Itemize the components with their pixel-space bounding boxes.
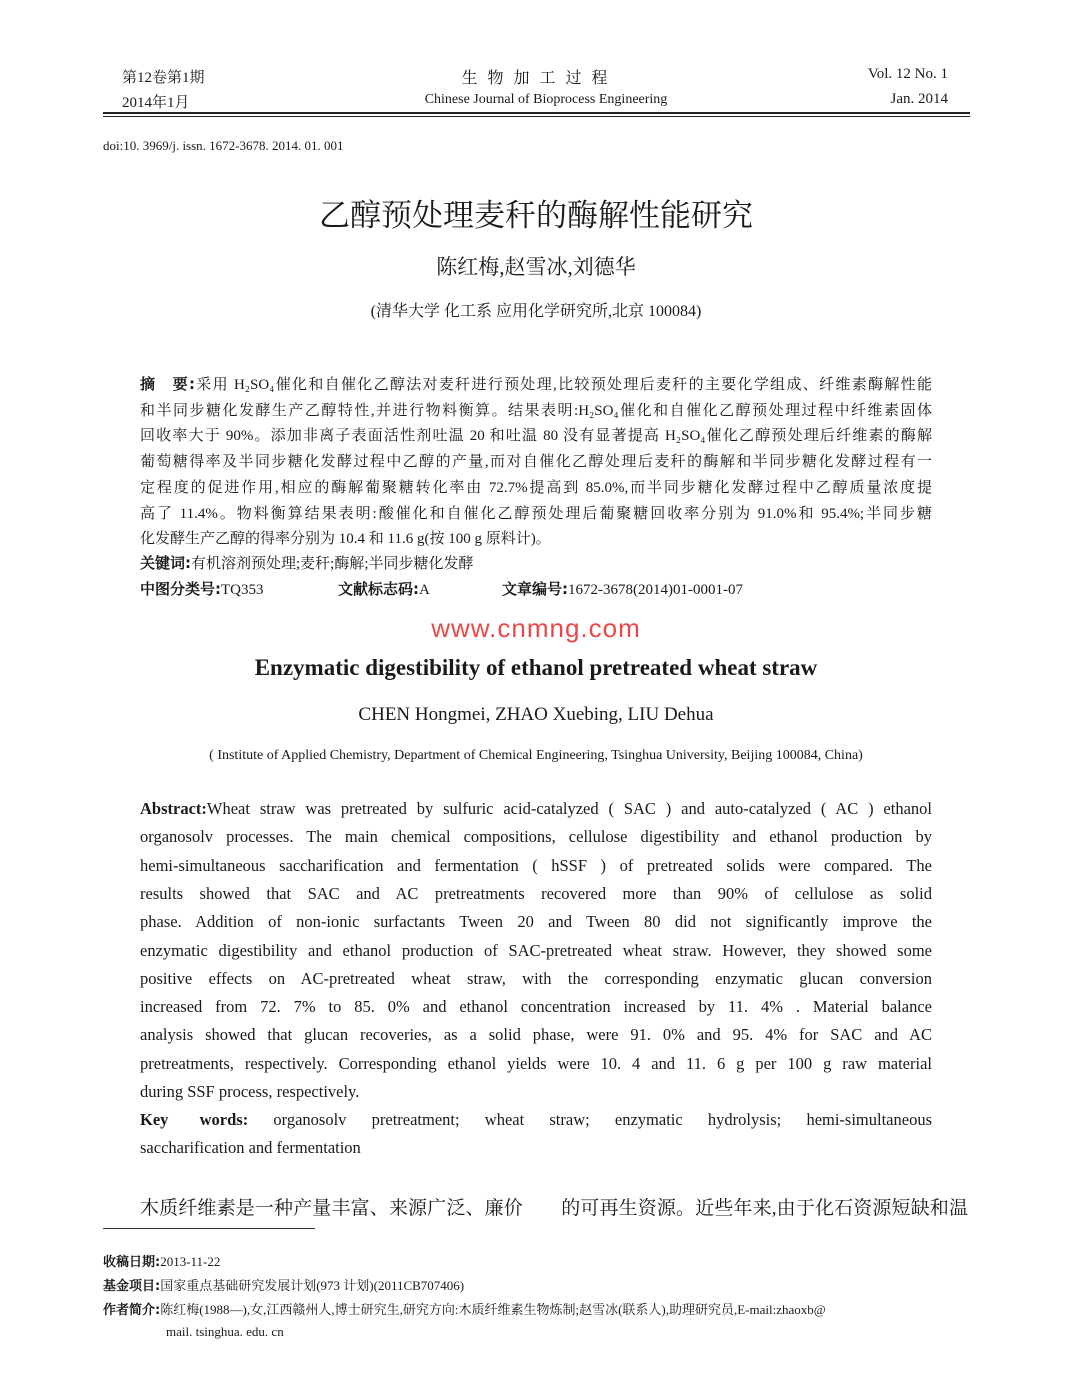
- fund-label: 基金项目:: [103, 1279, 161, 1294]
- received-label: 收稿日期:: [103, 1255, 161, 1270]
- received-date: [103, 1251, 220, 1270]
- body-text-first-line: 木质纤维素是一种产量丰富、来源广泛、廉价 的可再生资源。近些年来,由于化石资源短缺和温: [140, 1198, 968, 1219]
- abstract-en-line: [140, 941, 932, 961]
- authors-cn: 陈红梅,赵雪冰,刘德华: [436, 255, 636, 279]
- abstract-cn-line-text: 化发酵生产乙醇的得率分别为 10.4 和 11.6 g(按 100 g 原料计)。: [140, 531, 551, 548]
- abstract-cn-line-text: 采用 H₂SO₄催化和自催化乙醇法对麦秆进行预处理,比较预处理后麦秆的主要化学组成、纤维素酶解性能: [194, 377, 932, 393]
- header-rule-top: [103, 112, 970, 114]
- abstract-cn-line-text: 葡萄糖得率及半同步糖化发酵过程中乙醇的产量,而对自催化乙醇处理后麦秆的酶解和半同步糖化发酵过程有一: [140, 454, 932, 471]
- watermark: www.cnmng.com: [431, 613, 641, 643]
- fund-project: [103, 1275, 464, 1294]
- fund-value: 国家重点基础研究发展计划(973 计划)(2011CB707406): [160, 1278, 465, 1293]
- keywords-cn-text: 有机溶剂预处理;麦秆;酶解;半同步糖化发酵: [191, 556, 474, 572]
- abstract-en-line: [140, 997, 932, 1017]
- abstract-en-line-text: positive effects on AC-pretreated wheat straw, with the corresponding enzymatic glucan conversion: [140, 968, 932, 988]
- keywords-en-text: saccharification and fermentation: [140, 1138, 361, 1158]
- abstract-cn-line: [140, 373, 932, 394]
- document-code-label: 文献标志码:: [338, 580, 419, 598]
- abstract-cn-line-text: 和半同步糖化发酵生产乙醇特性,并进行物料衡算。结果表明:H₂SO₄催化和自催化乙醇预处理过程中纤维素固体: [140, 402, 932, 419]
- keywords-en-line: [140, 1110, 932, 1130]
- author-bio: [103, 1299, 826, 1318]
- abstract-en-line: [140, 827, 932, 847]
- abstract-en-line: [140, 884, 932, 904]
- article-number: [502, 578, 743, 599]
- abstract-en-line: [140, 799, 932, 819]
- abstract-cn-label: 摘 要:: [140, 375, 195, 393]
- article-number-value: 1672-3678(2014)01-0001-07: [568, 582, 743, 598]
- abstract-en-line-text: hemi-simultaneous saccharification and fermentation ( hSSF ) of pretreated solids were compared. The: [140, 855, 932, 875]
- keywords-en-text: organosolv pretreatment; wheat straw; enzymatic hydrolysis; hemi-simultaneous: [273, 1110, 933, 1129]
- abstract-cn-line: [140, 399, 932, 420]
- abstract-en-line-text: enzymatic digestibility and ethanol production of SAC-pretreated wheat straw. However, they showed some: [140, 940, 932, 960]
- affiliation-cn: (清华大学 化工系 应用化学研究所,北京 100084): [370, 303, 702, 320]
- document-code: [338, 578, 430, 599]
- authors-en: CHEN Hongmei, ZHAO Xuebing, LIU Dehua: [358, 704, 714, 725]
- journal-name-en: Chinese Journal of Bioprocess Engineering: [424, 92, 668, 107]
- abstract-en-line-text: organosolv processes. The main chemical compositions, cellulose digestibility and ethanol production by: [140, 827, 932, 847]
- title-cn: 乙醇预处理麦秆的酶解性能研究: [319, 198, 753, 234]
- abstract-cn-line-text: 定程度的促进作用,相应的酶解葡聚糖转化率由 72.7%提高到 85.0%,而半同步糖化发酵过程中乙醇质量浓度提: [140, 479, 932, 496]
- abstract-cn-line-text: 回收率大于 90%。添加非离子表面活性剂吐温 20 和吐温 80 没有显著提高 H₂SO₄催化乙醇预处理后纤维素的酶解: [140, 428, 932, 445]
- received-value: 2013-11-22: [160, 1254, 221, 1269]
- keywords-cn-label: 关键词:: [140, 554, 191, 572]
- volume-issue-cn: 第12卷第1期: [122, 70, 205, 86]
- doi: doi:10. 3969/j. issn. 1672-3678. 2014. 01. 001: [103, 138, 344, 153]
- footnote-rule: [103, 1228, 315, 1229]
- abstract-en-line-text: pretreatments, respectively. Corresponding ethanol yields were 10. 4 and 11. 6 g per 100 g raw material: [140, 1053, 932, 1073]
- abstract-cn-line: [140, 424, 932, 445]
- abstract-en-line: [140, 969, 932, 989]
- date-en: Jan. 2014: [890, 91, 948, 107]
- date-cn: 2014年1月: [122, 95, 190, 111]
- abstract-en-line-text: phase. Addition of non-ionic surfactants Tween 20 and Tween 80 did not significantly improve the: [140, 912, 932, 932]
- abstract-en-line: [140, 1054, 932, 1074]
- abstract-en-label: Abstract:: [140, 799, 207, 818]
- abstract-en-line-text: analysis showed that glucan recoveries, as a solid phase, were 91. 0% and 95. 4% for SAC and AC: [140, 1025, 932, 1045]
- author-bio-text: 陈红梅(1988—),女,江西赣州人,博士研究生,研究方向:木质纤维素生物炼制;赵雪冰(联系人),助理研究员,E-mail:zhaoxb@: [160, 1302, 826, 1317]
- volume-issue-en: Vol. 12 No. 1: [867, 66, 948, 82]
- keywords-en-label: Key words:: [140, 1110, 249, 1129]
- abstract-cn-line: [140, 502, 932, 523]
- abstract-en-line: [140, 1082, 932, 1102]
- author-bio-continued: mail. tsinghua. edu. cn: [166, 1324, 284, 1339]
- abstract-en-line-text: Wheat straw was pretreated by sulfuric acid-catalyzed ( SAC ) and auto-catalyzed ( AC ) ethanol: [206, 799, 932, 818]
- header-rule-bottom: [103, 116, 970, 117]
- abstract-en-line-text: increased from 72. 7% to 85. 0% and ethanol concentration increased by 11. 4% . Material balance: [140, 997, 932, 1017]
- journal-name-cn: 生 物 加 工 过 程: [461, 70, 611, 87]
- abstract-en-line: [140, 1025, 932, 1045]
- article-number-label: 文章编号:: [502, 580, 568, 598]
- abstract-en-line-text: results showed that SAC and AC pretreatments recovered more than 90% of cellulose as solid: [140, 883, 932, 903]
- abstract-cn-line: [140, 476, 932, 497]
- abstract-en-line: [140, 912, 932, 932]
- abstract-en-line-text: during SSF process, respectively.: [140, 1082, 360, 1101]
- clc-number: [140, 578, 264, 599]
- document-code-value: A: [419, 582, 430, 598]
- clc-value: TQ353: [221, 582, 264, 598]
- abstract-cn-line-text: 高了 11.4%。物料衡算结果表明:酸催化和自催化乙醇预处理后葡聚糖回收率分别为 91.0%和 95.4%;半同步糖: [140, 505, 932, 522]
- abstract-cn-line: [140, 450, 932, 471]
- keywords-cn: [140, 552, 474, 573]
- title-en: Enzymatic digestibility of ethanol pretreated wheat straw: [254, 655, 818, 680]
- author-bio-label: 作者简介:: [103, 1303, 161, 1318]
- abstract-en-line: [140, 856, 932, 876]
- clc-label: 中图分类号:: [140, 580, 221, 598]
- affiliation-en: ( Institute of Applied Chemistry, Department of Chemical Engineering, Tsinghua University, Beijing 100084, China): [209, 748, 863, 763]
- keywords-en-line: [140, 1138, 932, 1158]
- abstract-cn-line: [140, 527, 932, 548]
